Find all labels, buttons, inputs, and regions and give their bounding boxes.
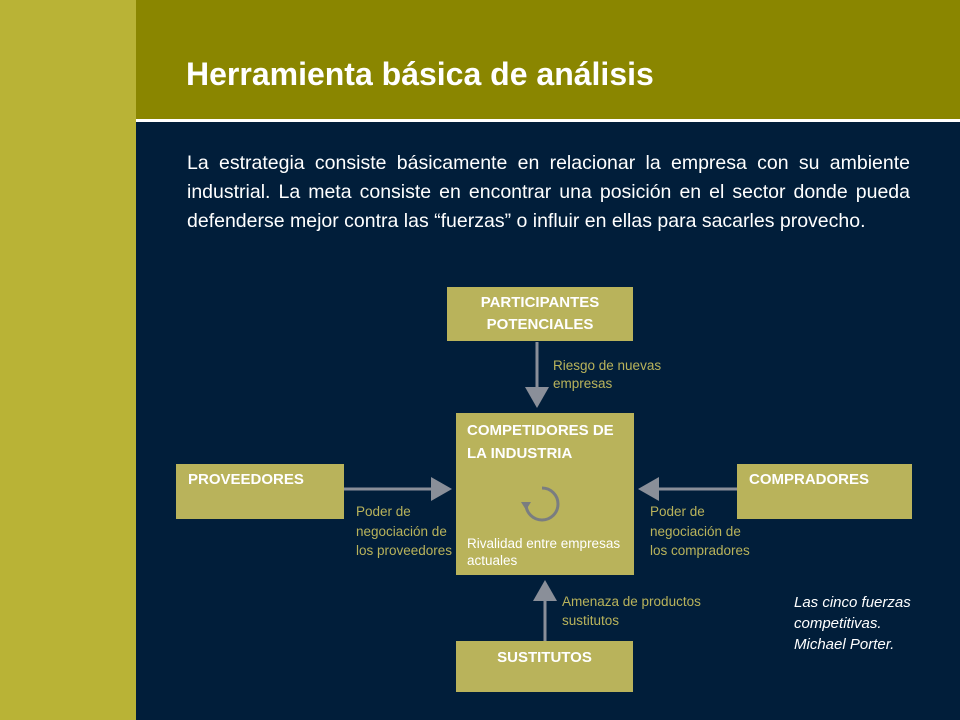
intro-paragraph: La estrategia consiste básicamente en relacionar la empresa con su ambiente industrial. La meta consiste en encontrar una posición en el sector donde pueda defenderse mejor contra las “fuerzas” o influir en ellas para sacarles provecho. bbox=[187, 152, 910, 232]
box-compradores: COMPRADORES bbox=[737, 464, 912, 519]
box-competidores bbox=[456, 413, 634, 575]
box-participantes-potenciales: PARTICIPANTES POTENCIALES bbox=[447, 287, 633, 341]
box-sustitutos: SUSTITUTOS bbox=[456, 641, 633, 692]
amenaza-label: Amenaza de productos sustitutos bbox=[562, 594, 701, 628]
poder-proveedores-label: Poder de negociación de los proveedores bbox=[356, 504, 453, 558]
slide-title: Herramienta básica de análisis bbox=[186, 56, 654, 92]
rivalidad-label: Rivalidad entre empresas actuales bbox=[467, 536, 621, 568]
box-proveedores: PROVEEDORES bbox=[176, 464, 344, 519]
competidores-label: COMPETIDORES DE LA INDUSTRIA bbox=[467, 422, 614, 462]
caption-porter: Las cinco fuerzas competitivas. Michael Porter. bbox=[794, 594, 911, 653]
riesgo-label: Riesgo de nuevas empresas bbox=[553, 358, 662, 391]
poder-compradores-label: Poder de negociación de los compradores bbox=[650, 504, 750, 558]
rivalry-cycle-icon bbox=[520, 485, 564, 525]
